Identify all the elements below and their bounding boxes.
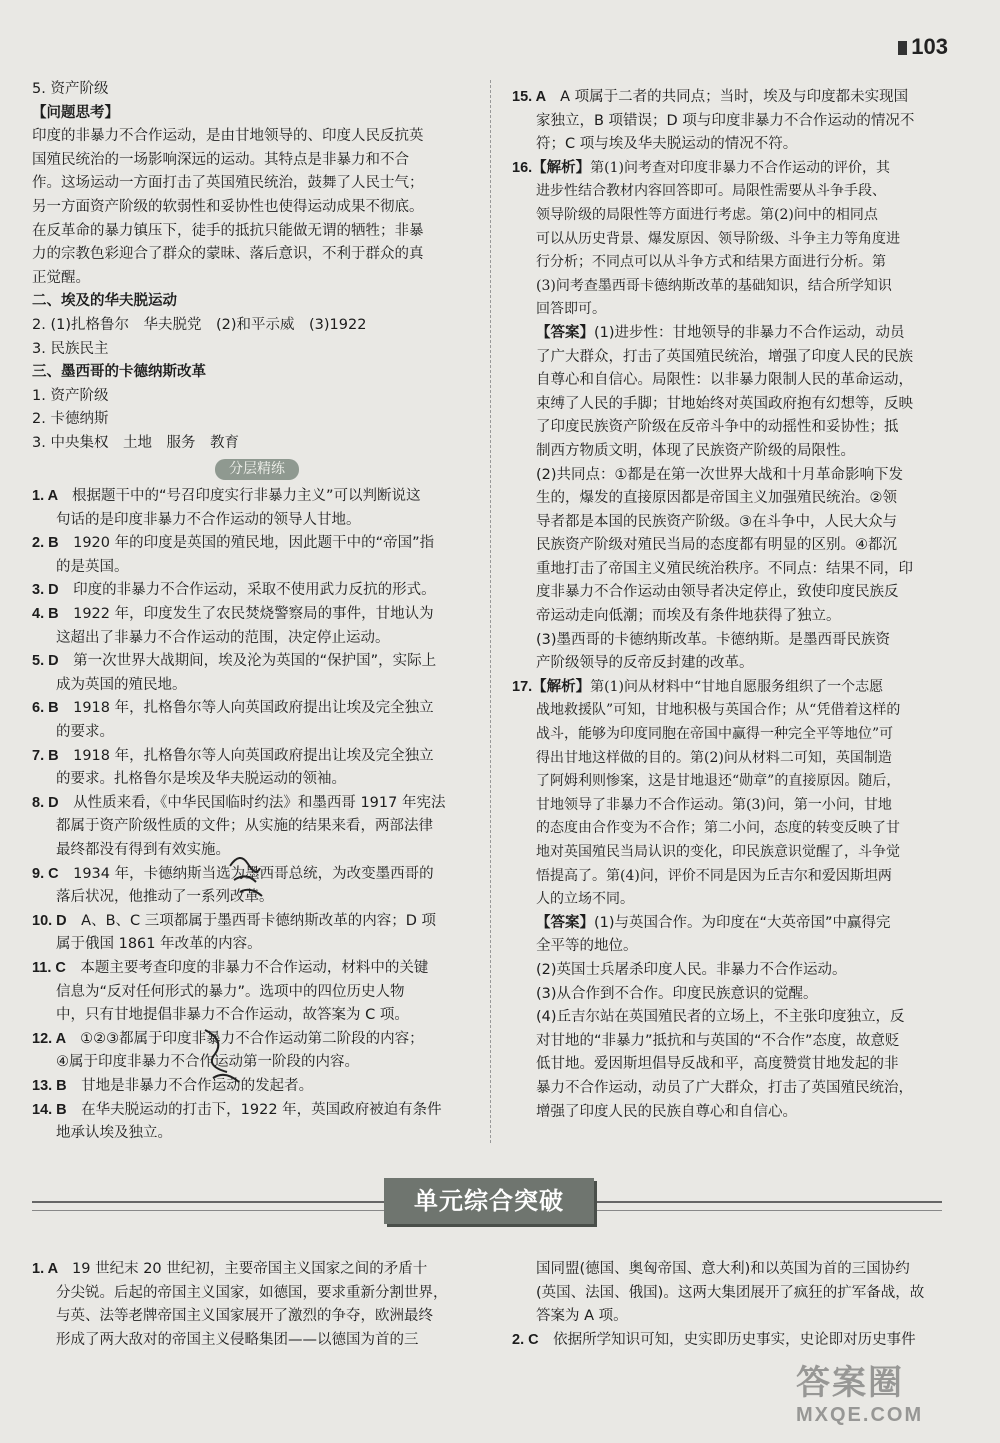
- answer-text: 属于俄国 1861 年改革的内容。: [56, 936, 262, 953]
- text-line: 2. 卡德纳斯: [32, 411, 109, 428]
- answer-text: 的要求。: [56, 724, 114, 741]
- column-divider: [490, 80, 491, 1143]
- answer-text: 符；C 项与埃及华夫脱运动的情况不符。: [536, 136, 798, 153]
- text-line: 甘地领导了非暴力不合作运动。第(3)问，第一小问，甘地: [536, 796, 892, 813]
- text-line: (3)问考查墨西哥卡德纳斯改革的基础知识，结合所学知识: [536, 277, 892, 294]
- text-line: 2. (1)扎格鲁尔 华夫脱党 (2)和平示威 (3)1922: [32, 316, 367, 333]
- text-line: 度非暴力不合作运动由领导者决定停止，致使印度民族反: [536, 584, 899, 601]
- answer-item: [32, 745, 482, 769]
- page-marker-icon: [898, 41, 907, 55]
- answer-text: 1922 年，印度发生了农民焚烧警察局的事件，甘地认为: [73, 606, 434, 623]
- text-line: 战地救援队”可知，甘地积极与英国合作；从“凭借着这样的: [536, 702, 901, 719]
- text-line: 3. 中央集权 土地 服务 教育: [32, 434, 239, 451]
- text-line: 全平等的地位。: [536, 938, 638, 955]
- text-line: 可以从历史背景、爆发原因、领导阶级、斗争主力等角度进: [536, 230, 900, 247]
- text-line: 二、埃及的华夫脱运动: [32, 293, 177, 310]
- text-line: 另一方面资产阶级的软弱性和妥协性也使得运动成果不彻底。: [32, 198, 424, 215]
- answer-number: 12. A: [32, 1030, 81, 1047]
- answer-text: 19 世纪末 20 世纪初，主要帝国主义国家之间的矛盾十: [72, 1261, 428, 1277]
- text-line: 行分析；不同点可以从斗争方式和结果方面进行分析。第: [536, 254, 886, 271]
- text-line: 增强了印度人民的民族自尊心和自信心。: [536, 1103, 797, 1120]
- answer-number: 4. B: [32, 606, 74, 623]
- answer-text: 成为英国的殖民地。: [56, 676, 187, 693]
- text-line: 了广大群众，打击了英国殖民统治，增强了印度人民的民族: [536, 348, 913, 365]
- text-line: 答案为 A 项。: [536, 1308, 628, 1325]
- right-column: [512, 86, 944, 1124]
- text-line: 了印度民族资产阶级在反帝斗争中的动摇性和妥协性；抵: [536, 419, 899, 436]
- answer-text: ①②③都属于印度非暴力不合作运动第二阶段的内容；: [80, 1030, 424, 1047]
- answer-2: [512, 1329, 944, 1353]
- answer-number: 7. B: [32, 747, 74, 764]
- answer-text: 印度的非暴力不合作运动，采取不使用武力反抗的形式。: [73, 582, 436, 599]
- answer-text: 从性质来看，《中华民国临时约法》和墨西哥 1917 年宪法: [73, 794, 446, 811]
- text-line: 领导阶级的局限性等方面进行考虑。第(2)问中的相同点: [536, 206, 878, 223]
- answer-number: 2. C: [512, 1331, 554, 1348]
- answer-16: 16.【解析】第(1)问考查对印度非暴力不合作运动的评价，其 进步性结合教材内容回答即可。局限性需要从斗争手段、 领导阶级的局限性等方面进行考虑。第(2)问中的相同点 可以从历史背景、爆发原因、领导阶级、斗争主力等角度进 行分析；不同点可以从斗争方式和结果方面进行分析。第 (3)问考查墨西哥卡德纳斯改革的基础知识，结合所学知识 回答即可。 【答案】(1)进步性：甘地领导的非暴力不合作运动，动员 了广大群众，打击了英国殖民统治，增强了印度人民的民族 自尊心和自信心。局限性：以非暴力限制人民的革命运动， 束缚了人民的手脚；甘地始终对英国政府抱有幻想等，反映 了印度民族资产阶级在反帝斗争中的动摇性和妥协性；抵 制西方物质文明，体现了民族资产阶级的局限性。 (2)共同点：①都是在第一次世界大战和十月革命影响下发 生的，爆发的直接原因都是帝国主义加强殖民统治。②领 导者都是本国的民族资产阶级。③在斗争中，人民大众与 民族资产阶级对殖民当局的态度都有明显的区别。④都沉 重地打击了帝国主义殖民统治秩序。不同点：结果不同，印 度非暴力不合作运动由领导者决定停止，致使印度民族反 帝运动走向低潮；而埃及有条件地获得了独立。 (3)墨西哥的卡德纳斯改革。卡德纳斯。是墨西哥民族资 产阶级领导的反帝反封建的改革。: [512, 157, 944, 676]
- left-column: [32, 78, 482, 1146]
- answer-text: 地承认埃及独立。: [56, 1125, 172, 1142]
- answer-item: [32, 532, 482, 556]
- text-line: (4)丘吉尔站在英国殖民者的立场上，不主张印度独立，反: [536, 1009, 905, 1026]
- answer-item: [32, 957, 482, 981]
- text-line: 重地打击了帝国主义殖民统治秩序。不同点：结果不同，印: [536, 560, 913, 577]
- text-line: 【问题思考】: [32, 104, 119, 121]
- answer-text: 1920 年的印度是英国的殖民地，因此题干中的“帝国”指: [73, 535, 435, 552]
- text-line: 三、墨西哥的卡德纳斯改革: [32, 364, 206, 381]
- answer-text: 甘地是非暴力不合作运动的发起者。: [81, 1077, 314, 1094]
- bottom-right-column: [512, 1258, 944, 1352]
- text-line: 战斗，能够为印度同胞在帝国中赢得一种完全平等地位”可: [536, 726, 894, 743]
- answer-text: 中，只有甘地提倡非暴力不合作运动，故答案为 C 项。: [56, 1007, 409, 1024]
- answer-number: 8. D: [32, 794, 74, 811]
- answer-number: 10. D: [32, 912, 82, 929]
- text-line: 在反革命的暴力镇压下，徒手的抵抗只能做无谓的牺牲；非暴: [32, 222, 424, 239]
- answer-text: 信息为“反对任何形式的暴力”。选项中的四位历史人物: [56, 983, 405, 1000]
- answer-number: 11. C: [32, 959, 81, 976]
- answer-text: 家独立，B 项错误；D 项与印度非暴力不合作运动的情况不: [536, 112, 915, 129]
- answer-item: [32, 792, 482, 816]
- answer-item: [32, 910, 482, 934]
- text-line: 1. 资产阶级: [32, 387, 109, 404]
- unit-banner: [32, 1172, 942, 1232]
- text-line: (英国、法国、俄国)。这两大集团展开了疯狂的扩军备战，故: [536, 1284, 925, 1301]
- answer-number: 6. B: [32, 700, 74, 717]
- answer-number: 15. A: [512, 89, 561, 105]
- answer-item: [32, 650, 482, 674]
- answer-text: 都属于资产阶级性质的文件；从实施的结果来看，两部法律: [56, 818, 433, 835]
- page-number: 103: [898, 34, 948, 60]
- answer-text: 根据题干中的“号召印度实行非暴力主义”可以判断说这: [72, 488, 421, 505]
- answer-item: [32, 1075, 482, 1099]
- text-line: 正觉醒。: [32, 269, 90, 286]
- watermark-logo: 答案圈 MXQE.COM: [796, 1363, 924, 1426]
- text-line: 帝运动走向低潮；而埃及有条件地获得了独立。: [536, 608, 841, 625]
- text-line: 生的，爆发的直接原因都是帝国主义加强殖民统治。②领: [536, 490, 897, 507]
- text-line: 悟提高了。第(4)问，评价不同是因为丘吉尔和爱因斯坦两: [536, 867, 892, 884]
- answer-text: 这超出了非暴力不合作运动的范围，决定停止运动。: [56, 629, 390, 646]
- text-line: 对甘地的“非暴力”抵抗和与英国的“不合作”态度，故意贬: [536, 1032, 900, 1049]
- section-badge: 分层精练: [215, 459, 299, 480]
- answer-number: 1. A: [32, 1261, 73, 1277]
- answer-number: 5. D: [32, 653, 74, 670]
- text-line: 制西方物质文明，体现了民族资产阶级的局限性。: [536, 442, 855, 459]
- answer-text: A、B、C 三项都属于墨西哥卡德纳斯改革的内容；D 项: [81, 912, 437, 929]
- answer-text: 与英、法等老牌帝国主义国家展开了激烈的争夺，欧洲最终: [56, 1308, 433, 1325]
- text-line: 低甘地。爱因斯坦倡导反战和平，高度赞赏甘地发起的非: [536, 1056, 899, 1073]
- text-line: (3)墨西哥的卡德纳斯改革。卡德纳斯。是墨西哥民族资: [536, 631, 891, 648]
- answer-item: [32, 485, 482, 509]
- text-line: 产阶级领导的反帝反封建的改革。: [536, 655, 754, 672]
- text-line: 力的宗教色彩迎合了群众的蒙昧、落后意识，不利于群众的真: [32, 246, 424, 263]
- text-line: 的态度由合作变为不合作；第二小问，态度的转变反映了甘: [536, 820, 900, 837]
- answer-number: 3. D: [32, 582, 74, 599]
- answer-text: 在华夫脱运动的打击下，1922 年，英国政府被迫有条件: [81, 1101, 442, 1118]
- text-line: 自尊心和自信心。局限性：以非暴力限制人民的革命运动，: [536, 372, 913, 389]
- answer-number: 1. A: [32, 488, 73, 505]
- text-line: 得出甘地这样做的目的。第(2)问从材料二可知，英国制造: [536, 749, 892, 766]
- answer-text: 依据所学知识可知，史实即历史事实，史论即对历史事件: [553, 1331, 916, 1348]
- answer-item: [32, 1099, 482, 1123]
- answer-text: 第一次世界大战期间，埃及沦为英国的“保护国”，实际上: [73, 653, 437, 670]
- answer-text: 的是英国。: [56, 558, 129, 575]
- answer-item: [32, 697, 482, 721]
- answer-item: [32, 579, 482, 603]
- text-line: 国同盟(德国、奥匈帝国、意大利)和以英国为首的三国协约: [536, 1261, 910, 1277]
- text-line: 了阿姆利则惨案，这是甘地退还“勋章”的直接原因。随后，: [536, 773, 901, 790]
- answer-number: 9. C: [32, 865, 74, 882]
- text-line: (2)共同点：①都是在第一次世界大战和十月革命影响下发: [536, 466, 904, 483]
- text-line: 暴力不合作运动，动员了广大群众，打击了英国殖民统治，: [536, 1079, 913, 1096]
- text-line: 作。这场运动一方面打击了英国殖民统治，鼓舞了人民士气；: [32, 175, 424, 192]
- answer-text: A 项属于二者的共同点；当时，埃及与印度都未实现国: [560, 89, 909, 105]
- unit-banner-title: 单元综合突破: [384, 1178, 594, 1224]
- text-line: (3)从合作到不合作。印度民族意识的觉醒。: [536, 985, 818, 1002]
- answer-text: 形成了两大敌对的帝国主义侵略集团——以德国为首的三: [56, 1331, 419, 1348]
- answer-text: ④属于印度非暴力不合作运动第一阶段的内容。: [56, 1054, 359, 1071]
- answer-1: [32, 1258, 482, 1282]
- answer-item: [32, 603, 482, 627]
- answer-text: 句话的是印度非暴力不合作运动的领导人甘地。: [56, 511, 361, 528]
- text-line: 进步性结合教材内容回答即可。局限性需要从斗争手段、: [536, 183, 886, 200]
- answer-text: 最终都没有得到有效实施。: [56, 842, 230, 858]
- answer-number: 2. B: [32, 535, 74, 552]
- text-line: 人的立场不同。: [536, 891, 634, 908]
- answer-number: 13. B: [32, 1077, 82, 1094]
- handwriting-mark-icon: [195, 1020, 255, 1090]
- answer-item: [32, 1028, 482, 1052]
- text-line: 印度的非暴力不合作运动，是由甘地领导的、印度人民反抗英: [32, 128, 424, 145]
- answer-text: 落后状况，他推动了一系列改革。: [56, 889, 274, 906]
- answer-text: 1918 年，扎格鲁尔等人向英国政府提出让埃及完全独立: [73, 747, 434, 764]
- answer-text: 1918 年，扎格鲁尔等人向英国政府提出让埃及完全独立: [73, 700, 434, 717]
- text-line: 导者都是本国的民族资产阶级。③在斗争中，人民大众与: [536, 513, 897, 530]
- text-line: 5. 资产阶级: [32, 81, 109, 97]
- handwriting-mark-icon: [220, 846, 280, 906]
- text-line: 国殖民统治的一场影响深远的运动。其特点是非暴力和不合: [32, 151, 409, 168]
- text-line: (2)英国士兵屠杀印度人民。非暴力不合作运动。: [536, 961, 847, 978]
- text-line: 3. 民族民主: [32, 340, 109, 357]
- answer-text: 分尖锐。后起的帝国主义国家，如德国，要求重新分割世界，: [56, 1284, 448, 1301]
- bottom-left-column: [32, 1258, 482, 1352]
- answer-number: 14. B: [32, 1101, 82, 1118]
- answer-17: 17.【解析】第(1)问从材料中“甘地自愿服务组织了一个志愿 战地救援队”可知，甘地积极与英国合作；从“凭借着这样的 战斗，能够为印度同胞在帝国中赢得一种完全平等地位”可 得出甘地这样做的目的。第(2)问从材料二可知，英国制造 了阿姆利则惨案，这是甘地退还“勋章”的直接原因。随后， 甘地领导了非暴力不合作运动。第(3)问，第一小问，甘地 的态度由合作变为不合作；第二小问，态度的转变反映了甘 地对英国殖民当局认识的变化，印民族意识觉醒了，斗争觉 悟提高了。第(4)问，评价不同是因为丘吉尔和爱因斯坦两 人的立场不同。 【答案】(1)与英国合作。为印度在“大英帝国”中赢得完 全平等的地位。 (2)英国士兵屠杀印度人民。非暴力不合作运动。 (3)从合作到不合作。印度民族意识的觉醒。 (4)丘吉尔站在英国殖民者的立场上，不主张印度独立，反 对甘地的“非暴力”抵抗和与英国的“不合作”态度，故意贬 低甘地。爱因斯坦倡导反战和平，高度赞赏甘地发起的非 暴力不合作运动，动员了广大群众，打击了英国殖民统治， 增强了印度人民的民族自尊心和自信心。: [512, 676, 944, 1124]
- text-line: 回答即可。: [536, 301, 606, 318]
- text-line: 民族资产阶级对殖民当局的态度都有明显的区别。④都沉: [536, 537, 897, 554]
- text-line: 束缚了人民的手脚；甘地始终对英国政府抱有幻想等，反映: [536, 395, 913, 412]
- answer-15: [512, 86, 944, 110]
- answer-text: 的要求。扎格鲁尔是埃及华夫脱运动的领袖。: [56, 771, 346, 788]
- answer-text: 本题主要考查印度的非暴力不合作运动，材料中的关键: [80, 959, 429, 976]
- text-line: 地对英国殖民当局认识的变化，印民族意识觉醒了，斗争觉: [536, 844, 900, 860]
- answer-text: 1934 年，卡德纳斯当选为墨西哥总统，为改变墨西哥的: [73, 865, 434, 882]
